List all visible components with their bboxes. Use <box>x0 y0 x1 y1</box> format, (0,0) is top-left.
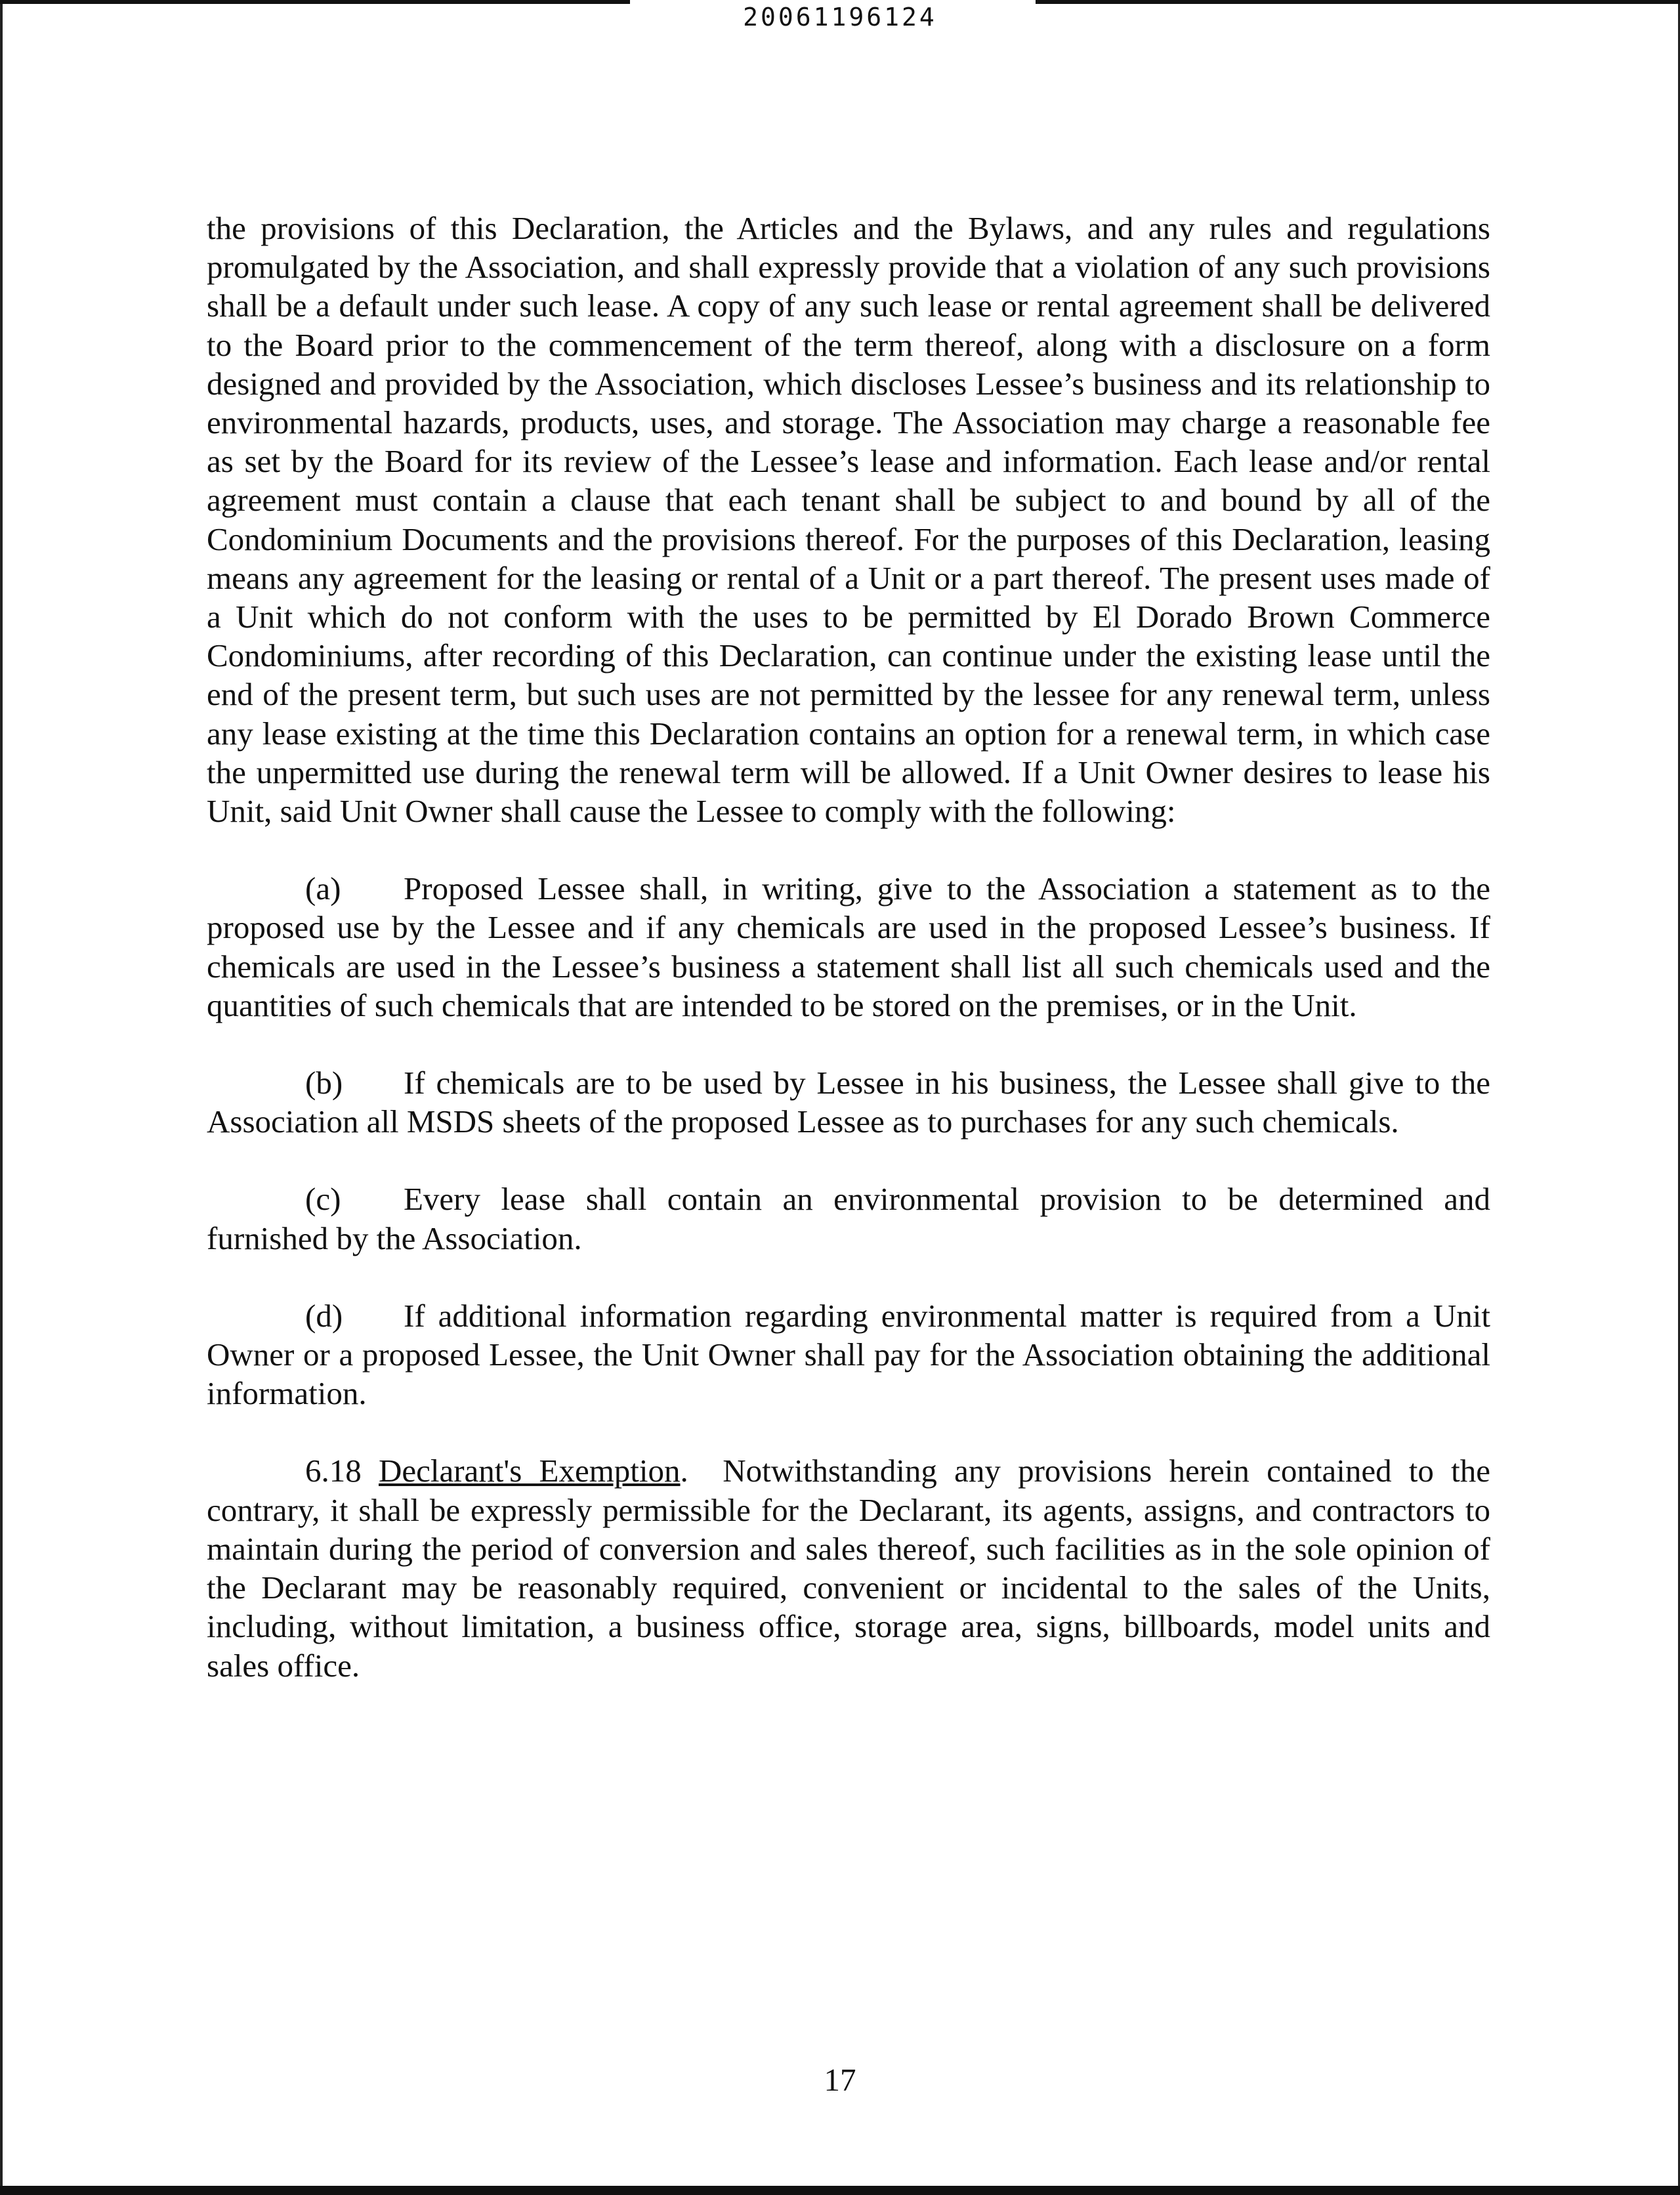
section-text: Notwithstanding any provisions herein contained to the contrary, it shall be expressly permissible for the Declarant, its agents, assigns, and contractors to maintain during the period of conversion and sales thereof, such facilities as in the sole opinion of the Declarant may be reasonably required, convenient or incidental to the sales of the Units, including, without limitation, a business office, storage area, signs, billboards, model units and sales office. <box>207 1453 1490 1684</box>
list-item-c-text: Every lease shall contain an environmental provision to be determined and furnished by the Association. <box>207 1181 1490 1256</box>
section-heading: Declarant's Exemption <box>378 1453 681 1489</box>
section-6-18 <box>207 1451 1490 1684</box>
document-number: 20061196124 <box>743 3 937 32</box>
list-item-d-label: (d) <box>305 1297 343 1334</box>
list-item-d-text: If additional information regarding environmental matter is required from a Unit Owner or a proposed Lessee, the Unit Owner shall pay for the Association obtaining the additional information. <box>207 1297 1490 1412</box>
list-item-b-label: (b) <box>305 1065 343 1101</box>
list-item-a-text: Proposed Lessee shall, in writing, give to the Association a statement as to the proposed use by the Lessee and if any chemicals are used in the proposed Lessee’s business. If chemicals are used in the Lessee’s business a statement shall list all such chemicals used and the quantities of such chemicals that are intended to be stored on the premises, or in the Unit. <box>207 870 1490 1023</box>
page-number: 17 <box>824 2062 856 2098</box>
list-item-c-label: (c) <box>305 1181 341 1218</box>
section-heading-punct: . <box>680 1453 688 1489</box>
scan-bottom-border <box>0 2186 1680 2195</box>
list-item-d <box>207 1296 1490 1413</box>
intro-paragraph: the provisions of this Declaration, the Articles and the Bylaws, and any rules and regulations promulgated by the Association, and shall expressly provide that a violation of any such provisions shall be a default under such lease. A copy of any such lease or rental agreement shall be delivered to the Board prior to the commencement of the term thereof, along with a disclosure on a form designed and provided by the Association, which discloses Lessee’s business and its relationship to environmental hazards, products, uses, and storage. The Association may charge a reasonable fee as set by the Board for its review of the Lessee’s lease and information. Each lease and/or rental agreement must contain a clause that each tenant shall be subject to and bound by all of the Condominium Documents and the provisions thereof. For the purposes of this Declaration, leasing means any agreement for the leasing or rental of a Unit or a part thereof. The present uses made of a Unit which do not conform with the uses to be permitted by El Dorado Brown Commerce Condominiums, after recording of this Declaration, can continue under the existing lease until the end of the present term, but such uses are not permitted by the lessee for any renewal term, unless any lease existing at the time this Declaration contains an option for a renewal term, in which case the unpermitted use during the renewal term will be allowed. If a Unit Owner desires to lease his Unit, said Unit Owner shall cause the Lessee to comply with the following: <box>207 210 1490 830</box>
list-item-b-text: If chemicals are to be used by Lessee in his business, the Lessee shall give to the Association all MSDS sheets of the proposed Lessee as to purchases for any such chemicals. <box>207 1065 1490 1140</box>
list-item-b <box>207 1063 1490 1141</box>
list-item-c <box>207 1180 1490 1257</box>
list-item-a-label: (a) <box>305 870 341 907</box>
document-body <box>207 209 1490 1685</box>
list-item-a <box>207 869 1490 1025</box>
section-number: 6.18 <box>305 1453 362 1489</box>
scan-left-border <box>0 0 3 2195</box>
